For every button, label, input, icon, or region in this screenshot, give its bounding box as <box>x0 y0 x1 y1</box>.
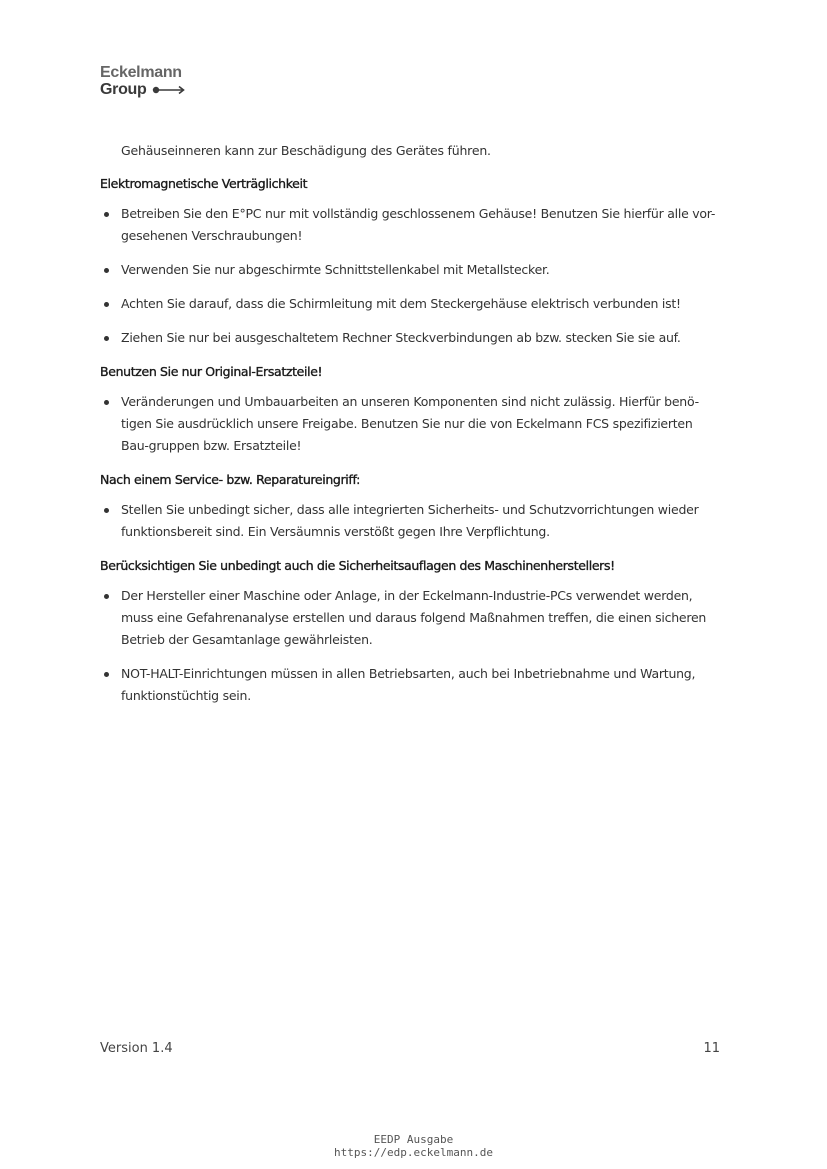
logo-line1: Eckelmann <box>100 64 182 81</box>
footer-page-number: 11 <box>703 1041 720 1056</box>
list-item-text: Betreiben Sie den E°PC nur mit vollständig geschlossenem Gehäuse! Benutzen Sie hierfür alle vor-gesehenen Verschraubungen! <box>121 206 716 243</box>
bullet-dot-icon <box>104 302 109 307</box>
watermark-line1: EEDP Ausgabe <box>373 1133 454 1146</box>
bullet-dot-icon <box>104 268 109 273</box>
section-heading: Benutzen Sie nur Original-Ersatzteile! <box>100 364 323 379</box>
bullet-dot-icon <box>104 336 109 341</box>
logo-line2: Group <box>100 81 147 98</box>
bullet-list <box>100 499 722 543</box>
list-item-text: NOT-HALT-Einrichtungen müssen in allen Betriebsarten, auch bei Inbetriebnahme und Wartung, funktionstüchtig sein. <box>121 666 696 703</box>
bullet-list <box>100 391 722 457</box>
list-item <box>100 203 722 247</box>
sections-container <box>100 173 722 707</box>
bullet-list <box>100 585 722 707</box>
list-item <box>100 663 722 707</box>
watermark-line2: https://edp.eckelmann.de <box>334 1146 493 1159</box>
company-logo <box>100 64 186 98</box>
list-item-text: Veränderungen und Umbauarbeiten an unseren Komponenten sind nicht zulässig. Hierfür benö-tigen Sie ausdrücklich unsere Freigabe. Benutzen Sie nur die von Eckelmann FCS spezifizierten Bau-gruppen bzw. Ersatzteile! <box>121 394 699 453</box>
watermark <box>0 1133 827 1159</box>
bullet-dot-icon <box>104 212 109 217</box>
list-item <box>100 293 722 315</box>
list-item-text: Verwenden Sie nur abgeschirmte Schnittstellenkabel mit Metallstecker. <box>121 262 550 277</box>
list-item <box>100 327 722 349</box>
bullet-dot-icon <box>104 594 109 599</box>
list-item-text: Stellen Sie unbedingt sicher, dass alle integrierten Sicherheits- und Schutzvorrichtungen wieder funktionsbereit sind. Ein Versäumnis verstößt gegen Ihre Verpflichtung. <box>121 502 699 539</box>
footer-version: Version 1.4 <box>100 1041 173 1056</box>
logo-line2-wrapper <box>100 81 186 98</box>
list-item-text: Achten Sie darauf, dass die Schirmleitung mit dem Steckergehäuse elektrisch verbunden ist! <box>121 296 681 311</box>
intro-paragraph: Gehäuseinneren kann zur Beschädigung des Gerätes führen. <box>121 143 491 158</box>
list-item <box>100 499 722 543</box>
bullet-list <box>100 203 722 349</box>
bullet-dot-icon <box>104 672 109 677</box>
list-item <box>100 391 722 457</box>
list-item <box>100 259 722 281</box>
list-item-text: Ziehen Sie nur bei ausgeschaltetem Rechner Steckverbindungen ab bzw. stecken Sie sie auf. <box>121 330 681 345</box>
dot-arrow-icon <box>152 85 186 95</box>
list-item <box>100 585 722 651</box>
section-heading: Nach einem Service- bzw. Reparatureingriff: <box>100 472 360 487</box>
bullet-dot-icon <box>104 508 109 513</box>
section-heading: Elektromagnetische Verträglichkeit <box>100 176 308 191</box>
bullet-dot-icon <box>104 400 109 405</box>
list-item-text: Der Hersteller einer Maschine oder Anlage, in der Eckelmann-Industrie-PCs verwendet werden, muss eine Gefahrenanalyse erstellen und daraus folgend Maßnahmen treffen, die einen sicheren Betrieb der Gesamtanlage gewährleisten. <box>121 588 707 647</box>
document-body <box>100 140 722 719</box>
section-heading: Berücksichtigen Sie unbedingt auch die Sicherheitsauflagen des Maschinenherstellers! <box>100 558 615 573</box>
